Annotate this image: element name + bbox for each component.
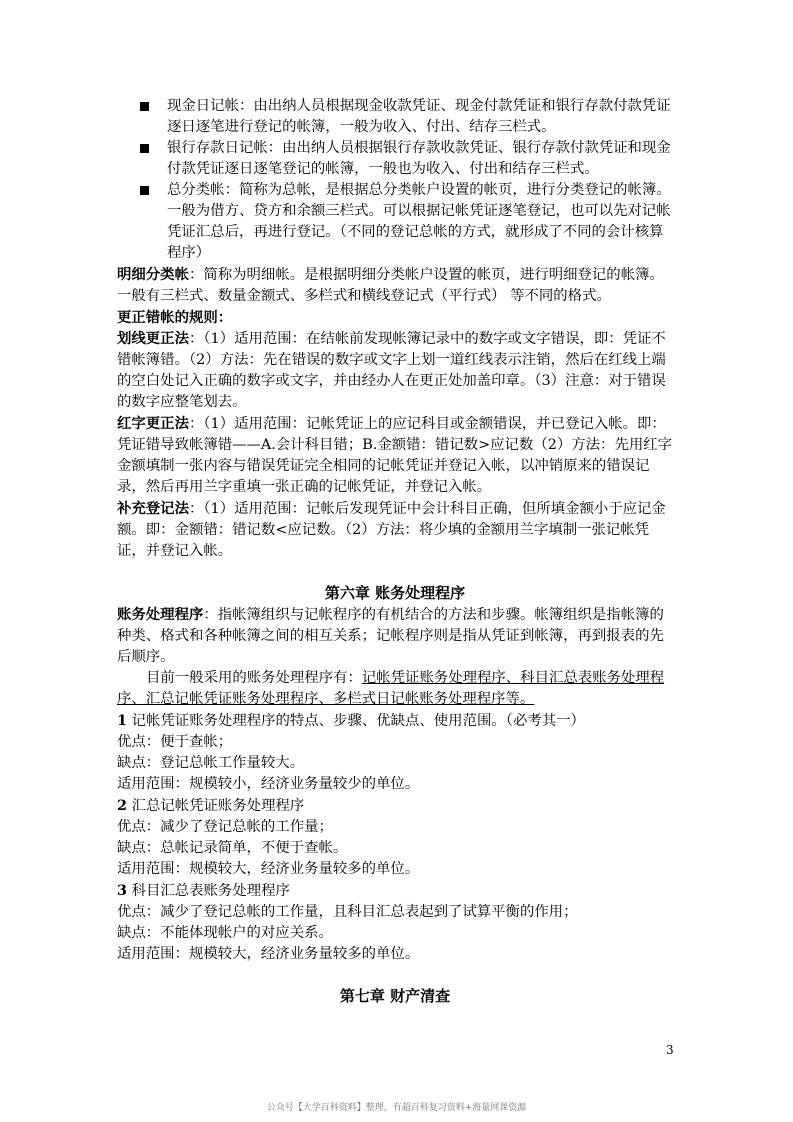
bullet-item <box>117 96 673 138</box>
definition: ：（1）适用范围：在结帐前发现帐簿记录中的数字或文字错误，即：凭证不错帐簿错。（2）方法：先在错误的数字或文字上划一道红线表示注销，然后在红线上端的空白处记入正确的数字或文字，并由经办人在更正处加盖印章。（3）注意：对于错误的数字应整笔划去。 <box>117 331 666 410</box>
process-number: 1 <box>117 712 128 729</box>
bullet-text: ：由出纳人员根据现金收款凭证、现金付款凭证和银行存款付款凭证逐日逐笔进行登记的帐簿，一般为收入、付出、结存三栏式。 <box>167 98 671 135</box>
process-name: 记帐凭证账务处理程序的特点、步骤、优缺点、使用范围。（必考其一） <box>127 713 585 729</box>
definition: ：简称为明细帐。是根据明细分类帐户设置的帐页，进行明细登记的帐簿。一般有三栏式、数量金额式、多栏式和横线登记式（平行式） 等不同的格式。 <box>117 267 664 304</box>
pros-text: 优点：减少了登记总帐的工作量； <box>117 819 333 835</box>
cons-text: 缺点：总帐记录简单，不便于查帐。 <box>117 840 348 856</box>
cons-text: 缺点：登记总帐工作量较大。 <box>117 755 305 771</box>
detail-ledger <box>117 264 673 307</box>
term: 账务处理程序 <box>117 606 204 623</box>
square-bullet-icon <box>140 102 149 111</box>
term: 红字更正法 <box>117 415 189 432</box>
bullet-title: 总分类帐 <box>167 182 225 198</box>
page-number: 3 <box>666 1043 674 1057</box>
bullet-title: 银行存款日记帐 <box>167 140 268 156</box>
scope-text: 适用范围：规模较大，经济业务量较多的单位。 <box>117 946 420 962</box>
term: 划线更正法 <box>117 330 189 347</box>
definition: ：（1）适用范围：记帐凭证上的应记科目或金额错误，并已登记入帐。即：凭证错导致帐簿错——A.会计科目错；B.金额错：错记数>应记数（2）方法：先用红字金额填制一张内容与错误凭证完全相同的记帐凭证并登记入帐，以冲销原来的错误记录，然后再用兰字重填一张正确的记帐凭证，并登记入帐。 <box>117 416 673 495</box>
process-name: 汇总记帐凭证账务处理程序 <box>127 798 305 814</box>
bullet-item <box>117 180 673 264</box>
bullet-text: ：由出纳人员根据银行存款收款凭证、银行存款付款凭证和现金付款凭证逐日逐笔登记的帐簿，一般也为收入、付出和结存三栏式。 <box>167 140 671 177</box>
pros-text: 优点：便于查帐； <box>117 734 233 750</box>
process-intro <box>117 668 673 710</box>
square-bullet-icon <box>140 186 149 195</box>
rule-item <box>117 328 673 413</box>
scope-text: 适用范围：规模较大，经济业务量较多的单位。 <box>117 861 420 877</box>
bullet-text: ：简称为总帐，是根据总分类帐户设置的帐页，进行分类登记的帐簿。一般为借方、贷方和余额三栏式。可以根据记帐凭证逐笔登记，也可以先对记帐凭证汇总后，再进行登记。（不同的登记总帐的方式，就形成了不同的会计核算程序） <box>167 182 671 261</box>
term: 明细分类帐 <box>117 266 189 283</box>
process-name: 科目汇总表账务处理程序 <box>127 883 290 899</box>
process-title <box>117 710 673 732</box>
rule-item <box>117 498 673 562</box>
process-list: 记帐凭证账务处理程序、科目汇总表账务处理程序、汇总记帐凭证账务处理程序、多栏式日记帐账务处理程序等。 <box>117 670 665 707</box>
process-title <box>117 880 673 902</box>
cons-text: 缺点：不能体现帐户的对应关系。 <box>117 925 333 941</box>
bullet-title: 现金日记帐 <box>167 98 239 114</box>
footer-watermark: 公众号【大学百科资料】整理，有超百科复习资料+海量网课资源 <box>266 1103 527 1113</box>
chapter-heading: 第七章 财产清查 <box>339 987 451 1005</box>
chapter-heading: 第六章 账务处理程序 <box>324 584 466 602</box>
process-title <box>117 795 673 817</box>
bullet-item <box>117 138 673 180</box>
scope-text: 适用范围：规模较小，经济业务量较少的单位。 <box>117 776 420 792</box>
rule-item <box>117 413 673 498</box>
definition: ：（1）适用范围：记帐后发现凭证中会计科目正确，但所填金额小于应记金额。即：金额错：错记数<应记数。（2）方法：将少填的金额用兰字填制一张记帐凭证，并登记入帐。 <box>117 501 666 559</box>
term: 补充登记法 <box>117 500 189 517</box>
section-heading: 更正错帐的规则： <box>117 309 233 326</box>
process-number: 2 <box>117 797 128 814</box>
document-body <box>117 96 673 1007</box>
pros-text: 优点：减少了登记总帐的工作量，且科目汇总表起到了试算平衡的作用； <box>117 904 578 920</box>
process-definition <box>117 604 673 668</box>
intro-text: 目前一般采用的账务处理程序有： <box>146 670 362 686</box>
process-number: 3 <box>117 882 128 899</box>
square-bullet-icon <box>140 144 149 153</box>
definition: ：指帐簿组织与记帐程序的有机结合的方法和步骤。帐簿组织是指帐簿的种类、格式和各种帐簿之间的相互关系；记帐程序则是指从凭证到帐簿，再到报表的先后顺序。 <box>117 607 664 665</box>
